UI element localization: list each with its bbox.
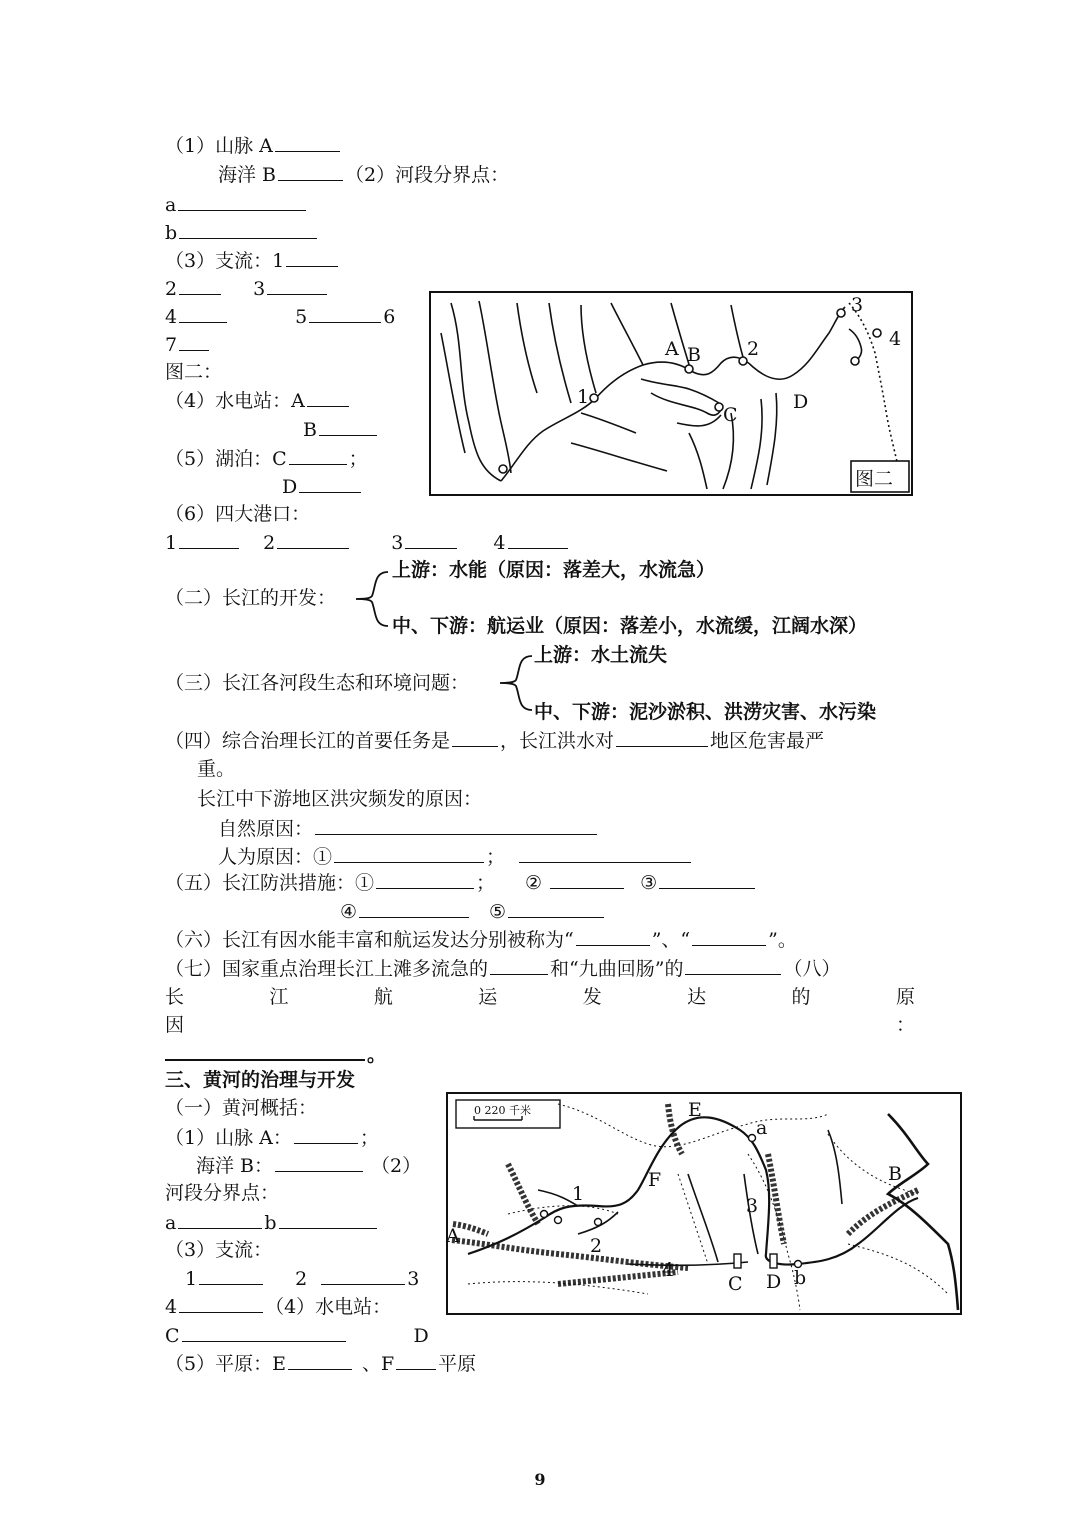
tributary-1-marker	[590, 394, 598, 402]
yellow-q1: （1）山脉 A： ；	[165, 1124, 379, 1151]
blank[interactable]	[490, 955, 548, 975]
river-gan	[767, 393, 777, 485]
blank[interactable]	[267, 275, 327, 295]
blank[interactable]	[334, 843, 484, 863]
eco-brace	[496, 652, 536, 714]
q4-hydro: （4）水电站：A	[165, 387, 351, 414]
map2-label-a: a	[756, 1117, 768, 1139]
tributary-2-marker	[739, 357, 747, 365]
river-yuan	[651, 393, 723, 415]
q6-ports: （6）四大港口：	[165, 503, 311, 525]
blank[interactable]	[359, 898, 469, 918]
q5-lake: （5）湖泊：C ；	[165, 445, 368, 472]
q3-row3: 4 5 6	[165, 303, 395, 330]
q3-tributary: （3）支流：1	[165, 247, 340, 274]
river-lancang	[479, 301, 511, 473]
map2-label-A: A	[446, 1225, 460, 1247]
blank[interactable]	[179, 529, 239, 549]
blank[interactable]	[508, 898, 604, 918]
q3-row2: 2 3	[165, 275, 329, 302]
blank[interactable]	[199, 1265, 263, 1285]
q8-row3: 因 ：	[165, 1014, 915, 1036]
river-han	[731, 305, 743, 357]
yellow-title: 三、黄河的治理与开发	[165, 1069, 356, 1091]
blank[interactable]	[294, 1124, 358, 1144]
blank[interactable]	[396, 1350, 436, 1370]
blank[interactable]	[685, 955, 781, 975]
q4-task: （四）综合治理长江的首要任务是 ，长江洪水对 地区危害最严	[165, 727, 824, 754]
blank[interactable]	[376, 869, 474, 889]
page-number: 9	[534, 1470, 546, 1489]
q2-a: a	[165, 191, 308, 218]
blank[interactable]	[309, 303, 381, 323]
river-h	[581, 413, 636, 433]
map1-title: 图二	[855, 468, 894, 490]
port-marker	[851, 357, 859, 365]
river-nu	[517, 303, 537, 393]
q6-ports-row: 1 2 3 4	[165, 529, 570, 556]
q7-treat: （七）国家重点治理长江上滩多流急的 和“九曲回肠”的 （八）	[165, 955, 840, 982]
map2-label-b: b	[794, 1267, 807, 1289]
q4-hydro-b: B	[303, 416, 379, 443]
hydro-b-marker	[685, 365, 693, 373]
dev-upper: 上游：水能（原因：落差大，水流急）	[392, 559, 716, 581]
q4-reason-title: 长江中下游地区洪灾频发的原因：	[197, 788, 483, 810]
blank[interactable]	[179, 1293, 263, 1313]
map2-label-E: E	[688, 1099, 702, 1121]
border-7	[848, 1244, 948, 1294]
blank[interactable]	[275, 132, 340, 152]
map1-label-C: C	[723, 404, 738, 426]
blank[interactable]	[319, 416, 377, 436]
q5-flood: （五）长江防洪措施：① ； ② ③	[165, 869, 757, 896]
q5-flood-row2: ④ ⑤	[340, 898, 606, 925]
blank[interactable]	[692, 926, 766, 946]
map1-label-4: 4	[889, 328, 902, 350]
blank[interactable]	[321, 1265, 405, 1285]
blank[interactable]	[289, 445, 347, 465]
yellow-q4-cd: C D	[165, 1322, 429, 1349]
yellow-q2-ab: a b	[165, 1209, 379, 1236]
river-jialing	[611, 303, 643, 365]
point-a-marker	[749, 1135, 756, 1142]
yellow-q3-row: 1 2 3	[185, 1265, 419, 1292]
blank[interactable]	[286, 247, 338, 267]
river-f	[751, 399, 762, 489]
blank[interactable]	[299, 473, 361, 493]
river-jinsha	[451, 303, 501, 481]
q1-mountain: （1）山脉 A	[165, 132, 342, 159]
map2-label-4: 4	[662, 1259, 675, 1281]
map1-label-A: A	[665, 338, 679, 360]
q6-names: （六）长江有因水能丰富和航运发达分别被称为“ ”、“ ”。	[165, 926, 797, 953]
blank[interactable]	[288, 1350, 352, 1370]
yellow-q3: （3）支流：	[165, 1239, 273, 1261]
q2-b: b	[165, 219, 319, 246]
map1-label-B: B	[687, 344, 701, 366]
eco-upper: 上游：水土流失	[534, 644, 668, 666]
yellow-q0: （一）黄河概括：	[165, 1097, 318, 1119]
hydro-c-marker	[734, 1254, 741, 1268]
blank[interactable]	[405, 529, 457, 549]
q3-row4: 7	[165, 331, 211, 358]
map2-label-C: C	[728, 1273, 743, 1295]
blank[interactable]	[182, 1322, 346, 1342]
blank[interactable]	[307, 387, 349, 407]
yellow-q4: 4 （4）水电站：	[165, 1293, 391, 1320]
blank[interactable]	[179, 219, 317, 239]
blank[interactable]	[179, 303, 227, 323]
yangtze-map-graphic	[431, 293, 911, 494]
river-zi	[677, 415, 721, 426]
mountain-luliang	[768, 1154, 784, 1244]
map1-label-1: 1	[577, 386, 590, 408]
map2-label-F: F	[648, 1169, 662, 1191]
lake-c-marker	[715, 403, 723, 411]
blank[interactable]	[179, 275, 221, 295]
mountain-qilian	[508, 1164, 538, 1224]
map2-label-1: 1	[572, 1183, 585, 1205]
q8-answer: 。	[165, 1040, 386, 1068]
dev-brace	[352, 568, 392, 630]
blank[interactable]	[315, 815, 597, 835]
yellow-q2: 河段分界点：	[165, 1182, 280, 1204]
blank[interactable]	[275, 1152, 363, 1172]
river-g	[571, 443, 667, 471]
port-4-marker	[873, 329, 881, 337]
yellow-river-map	[446, 1092, 962, 1315]
dam-marker-1	[541, 1211, 548, 1218]
map2-label-3: 3	[746, 1195, 759, 1217]
q4-cont: 重。	[197, 758, 236, 780]
eco-lower: 中、下游：泥沙淤积、洪涝灾害、水污染	[534, 701, 877, 723]
eco-label: （三）长江各河段生态和环境问题：	[165, 672, 470, 694]
coastline	[888, 1114, 958, 1310]
blank[interactable]	[178, 191, 306, 211]
river-hai	[828, 1130, 842, 1204]
blank[interactable]	[278, 161, 343, 181]
dam-marker-3	[595, 1219, 602, 1226]
map2-label-B: B	[888, 1163, 902, 1185]
hydro-d-marker	[770, 1254, 777, 1268]
q4-human: 人为原因：① ；	[218, 843, 693, 870]
blank[interactable]	[508, 529, 568, 549]
scale-text: 0 220 千米	[474, 1104, 531, 1117]
blank[interactable]	[279, 1209, 377, 1229]
port-1-marker	[499, 465, 507, 473]
mountain-taihang	[848, 1190, 918, 1234]
blank[interactable]	[178, 1209, 262, 1229]
blank[interactable]	[179, 331, 209, 351]
border-4	[828, 1134, 918, 1194]
river-b	[581, 305, 596, 393]
dam-marker-2	[555, 1217, 562, 1224]
map2-label-2: 2	[590, 1235, 603, 1257]
river-e	[689, 433, 707, 489]
mountain-kunlun	[452, 1240, 688, 1268]
blank[interactable]	[519, 843, 691, 863]
yellow-river-map-graphic	[448, 1094, 960, 1313]
map1-label-3: 3	[851, 294, 864, 316]
blank[interactable]	[452, 727, 498, 747]
q4-natural: 自然原因：	[218, 815, 599, 842]
river-c	[441, 333, 465, 453]
dev-lower: 中、下游：航运业（原因：落差小，水流缓，江阔水深）	[392, 615, 868, 637]
map1-label-D: D	[793, 391, 809, 413]
yangtze-map	[429, 291, 913, 496]
q8-row: 长 江 航 运 发 达 的 原	[165, 986, 915, 1008]
port-3-marker	[837, 309, 845, 317]
blank[interactable]	[576, 926, 650, 946]
blank[interactable]	[616, 727, 708, 747]
map2-label-D: D	[766, 1271, 782, 1293]
blank[interactable]	[277, 529, 349, 549]
blank[interactable]	[165, 1040, 365, 1061]
river-wu	[641, 379, 719, 403]
yellow-q1b: 海洋 B： （2）	[196, 1152, 421, 1179]
q5-lake-d: D	[282, 473, 363, 500]
figure-two-label: 图二：	[165, 361, 223, 383]
q1-ocean: 海洋 B （2）河段分界点：	[218, 161, 509, 188]
river-a	[549, 303, 571, 403]
yellow-q5: （5）平原：E 、F 平原	[165, 1350, 476, 1377]
blank[interactable]	[659, 869, 755, 889]
blank[interactable]	[550, 869, 624, 889]
map1-label-2: 2	[747, 338, 760, 360]
mountain-qinling	[558, 1272, 678, 1284]
dev-label: （二）长江的开发：	[165, 587, 337, 609]
